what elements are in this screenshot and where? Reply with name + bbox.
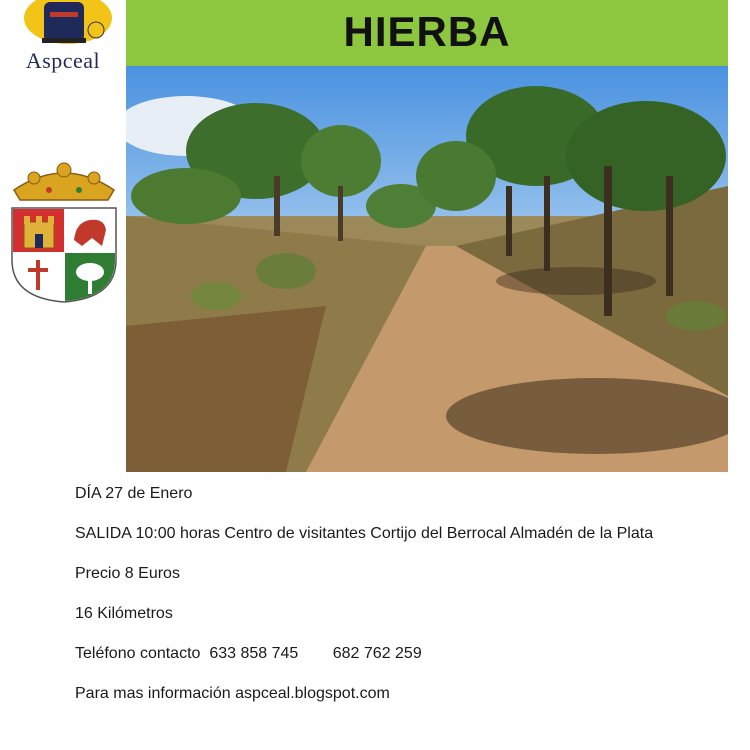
poster-title: HIERBA: [343, 8, 511, 55]
phone-number-2: 682 762 259: [332, 645, 422, 662]
aspceal-logo-text: Aspceal: [25, 48, 101, 73]
phone-label: Teléfono contacto: [75, 645, 201, 662]
event-date: DÍA 27 de Enero: [75, 485, 193, 502]
title-band: [126, 0, 728, 66]
event-phones: [75, 644, 715, 664]
phone-number-1: 633 858 745: [209, 645, 299, 662]
more-info: Para mas información aspceal.blogspot.com: [75, 685, 390, 702]
event-distance: 16 Kilómetros: [75, 605, 173, 622]
event-price: Precio 8 Euros: [75, 565, 180, 582]
left-column: [0, 0, 126, 472]
event-departure: SALIDA 10:00 horas Centro de visitantes Cortijo del Berrocal Almadén de la Plata: [75, 525, 654, 542]
municipal-coat-of-arms: [4, 160, 124, 305]
event-info: [75, 484, 715, 724]
trail-photo: [126, 66, 728, 472]
